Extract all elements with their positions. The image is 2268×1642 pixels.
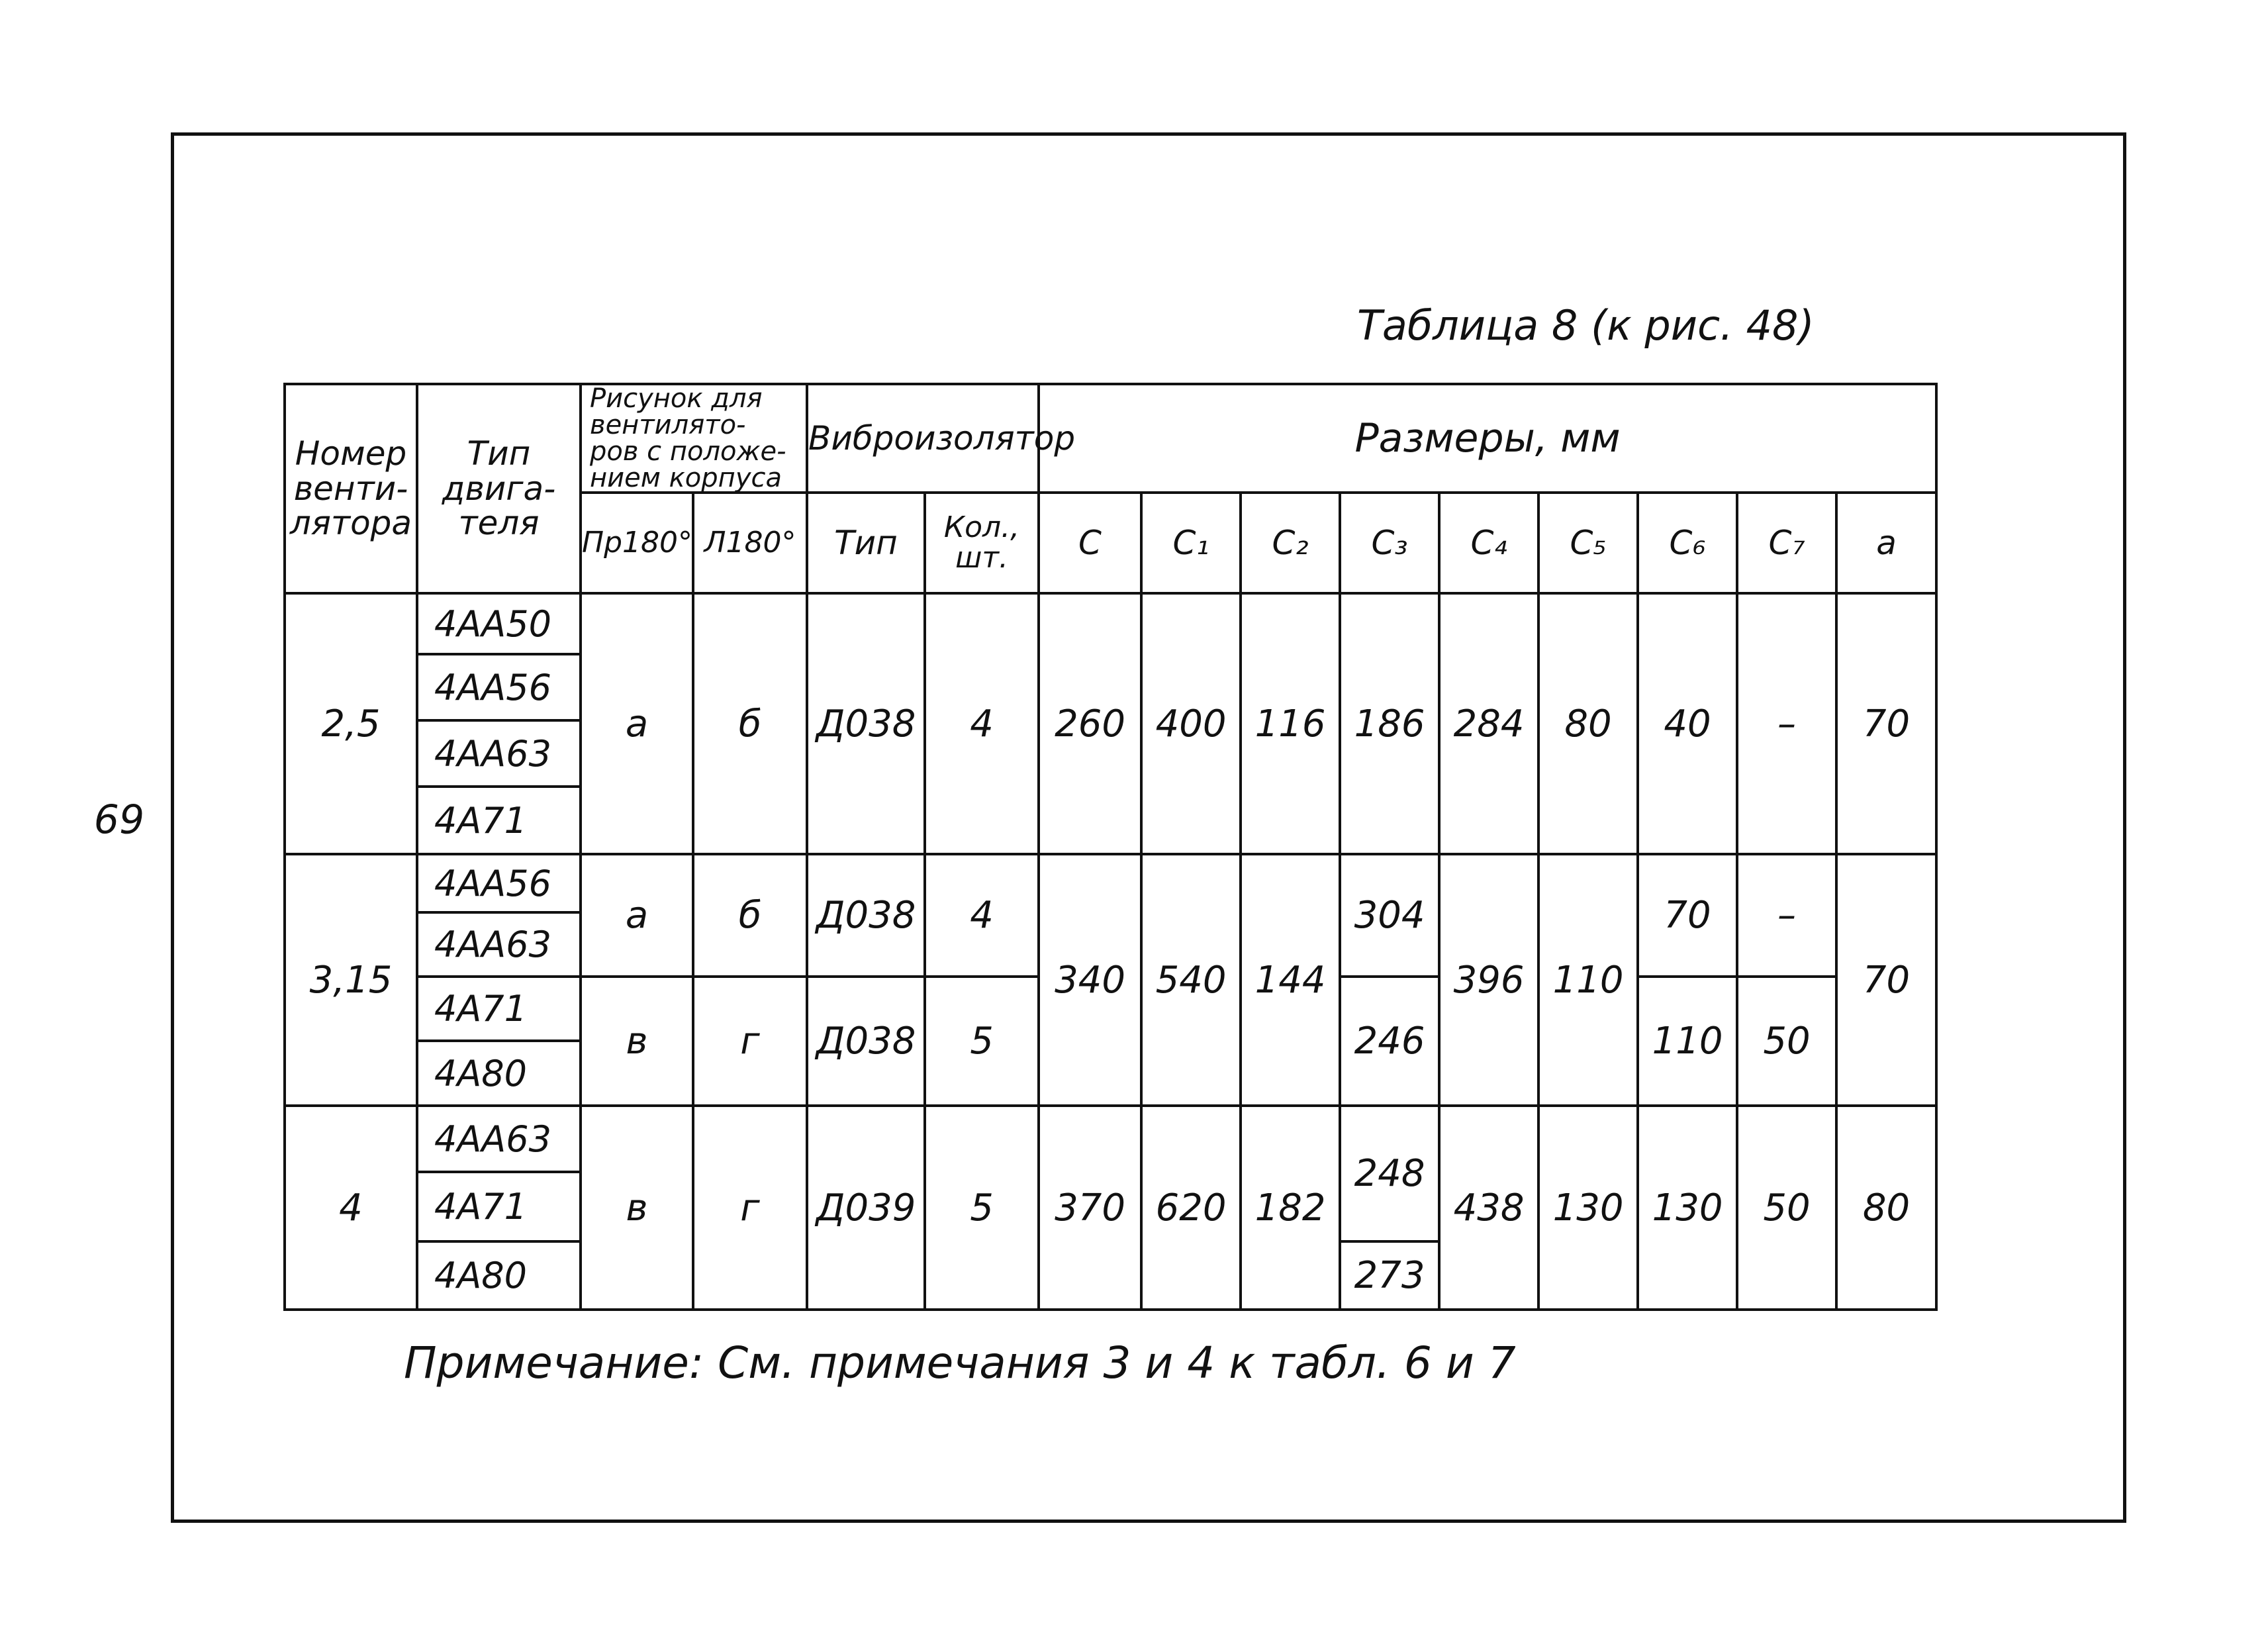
dim-c2-cell: 182	[1241, 1106, 1340, 1310]
vibro-qty-cell: 5	[925, 1106, 1039, 1310]
dim-c3-cell: 186	[1340, 593, 1439, 854]
motor-cell: 4А80	[417, 1241, 581, 1310]
sizes-header: Размеры, мм	[1039, 384, 1936, 493]
dim-c-cell: 340	[1039, 854, 1141, 1106]
table-note: Примечание: См. примечания 3 и 4 к табл. 6 и 7	[404, 1337, 1516, 1388]
fan-number-cell: 4	[285, 1106, 417, 1310]
dim-c7-cell: 50	[1737, 977, 1836, 1106]
dim-c-cell: 260	[1039, 593, 1141, 854]
pr180-header: Пр180°	[581, 493, 693, 593]
motor-type-header: Тип двига- теля	[417, 384, 581, 593]
vibro-type-cell: Д038	[807, 593, 925, 854]
dim-c-header: С	[1039, 493, 1141, 593]
table-row	[285, 593, 1936, 654]
vibro-qty-cell: 4	[925, 854, 1039, 977]
table-row	[285, 854, 1936, 912]
dim-c1-cell: 620	[1141, 1106, 1241, 1310]
dim-c3-cell: 304	[1340, 854, 1439, 977]
l180-cell: г	[693, 1106, 807, 1310]
l180-cell: б	[693, 593, 807, 854]
dim-c6-header: С₆	[1638, 493, 1737, 593]
fan-number-header: Номер венти- лятора	[285, 384, 417, 593]
dim-c6-cell: 40	[1638, 593, 1737, 854]
vibro-qty-cell: 4	[925, 593, 1039, 854]
dim-c1-cell: 540	[1141, 854, 1241, 1106]
dim-c5-cell: 80	[1538, 593, 1638, 854]
vibro-qty-header: Кол., шт.	[925, 493, 1039, 593]
motor-cell: 4АА63	[417, 720, 581, 787]
l180-cell: г	[693, 977, 807, 1106]
table-caption: Таблица 8 (к рис. 48)	[1357, 301, 1815, 350]
dim-c2-header: С₂	[1241, 493, 1340, 593]
motor-cell: 4А80	[417, 1041, 581, 1106]
dim-c6-cell: 110	[1638, 977, 1737, 1106]
dim-c4-cell: 284	[1439, 593, 1538, 854]
fan-number-cell: 3,15	[285, 854, 417, 1106]
dim-c3-cell: 248	[1340, 1106, 1439, 1241]
motor-cell: 4АА63	[417, 912, 581, 977]
figure-group-header: Рисунок для вентилято- ров с положе- нием корпуса	[581, 384, 807, 493]
l180-cell: б	[693, 854, 807, 977]
motor-cell: 4АА50	[417, 593, 581, 654]
l180-header: Л180°	[693, 493, 807, 593]
vibro-type-header: Тип	[807, 493, 925, 593]
motor-cell: 4АА56	[417, 654, 581, 720]
dim-c4-header: С₄	[1439, 493, 1538, 593]
vibro-type-cell: Д039	[807, 1106, 925, 1310]
dim-a-cell: 80	[1836, 1106, 1936, 1310]
dim-c-cell: 370	[1039, 1106, 1141, 1310]
pr180-cell: а	[581, 854, 693, 977]
dim-c3-cell: 246	[1340, 977, 1439, 1106]
dim-c2-cell: 144	[1241, 854, 1340, 1106]
dim-c4-cell: 396	[1439, 854, 1538, 1106]
vibro-isolator-header: Виброизолятор	[807, 384, 1039, 493]
dim-c2-cell: 116	[1241, 593, 1340, 854]
dim-c5-cell: 110	[1538, 854, 1638, 1106]
dim-c1-cell: 400	[1141, 593, 1241, 854]
dimensions-table	[283, 383, 1938, 1311]
motor-cell: 4А71	[417, 787, 581, 854]
vibro-type-cell: Д038	[807, 977, 925, 1106]
dim-c3-header: С₃	[1340, 493, 1439, 593]
dim-c5-cell: 130	[1538, 1106, 1638, 1310]
motor-cell: 4АА56	[417, 854, 581, 912]
dim-c5-header: С₅	[1538, 493, 1638, 593]
motor-cell: 4АА63	[417, 1106, 581, 1172]
fan-number-cell: 2,5	[285, 593, 417, 854]
dim-a-cell: 70	[1836, 593, 1936, 854]
table-row	[285, 1106, 1936, 1172]
dim-c6-cell: 130	[1638, 1106, 1737, 1310]
pr180-cell: а	[581, 593, 693, 854]
dim-a-header: а	[1836, 493, 1936, 593]
dim-c7-header: С₇	[1737, 493, 1836, 593]
dim-c3-cell: 273	[1340, 1241, 1439, 1310]
dim-c7-cell: –	[1737, 854, 1836, 977]
pr180-cell: в	[581, 1106, 693, 1310]
dim-c4-cell: 438	[1439, 1106, 1538, 1310]
motor-cell: 4А71	[417, 1172, 581, 1241]
motor-cell: 4А71	[417, 977, 581, 1041]
dim-c7-cell: –	[1737, 593, 1836, 854]
dim-c7-cell: 50	[1737, 1106, 1836, 1310]
dim-c1-header: С₁	[1141, 493, 1241, 593]
vibro-qty-cell: 5	[925, 977, 1039, 1106]
dim-c6-cell: 70	[1638, 854, 1737, 977]
dim-a-cell: 70	[1836, 854, 1936, 1106]
pr180-cell: в	[581, 977, 693, 1106]
vibro-type-cell: Д038	[807, 854, 925, 977]
page-number: 69	[93, 795, 145, 841]
